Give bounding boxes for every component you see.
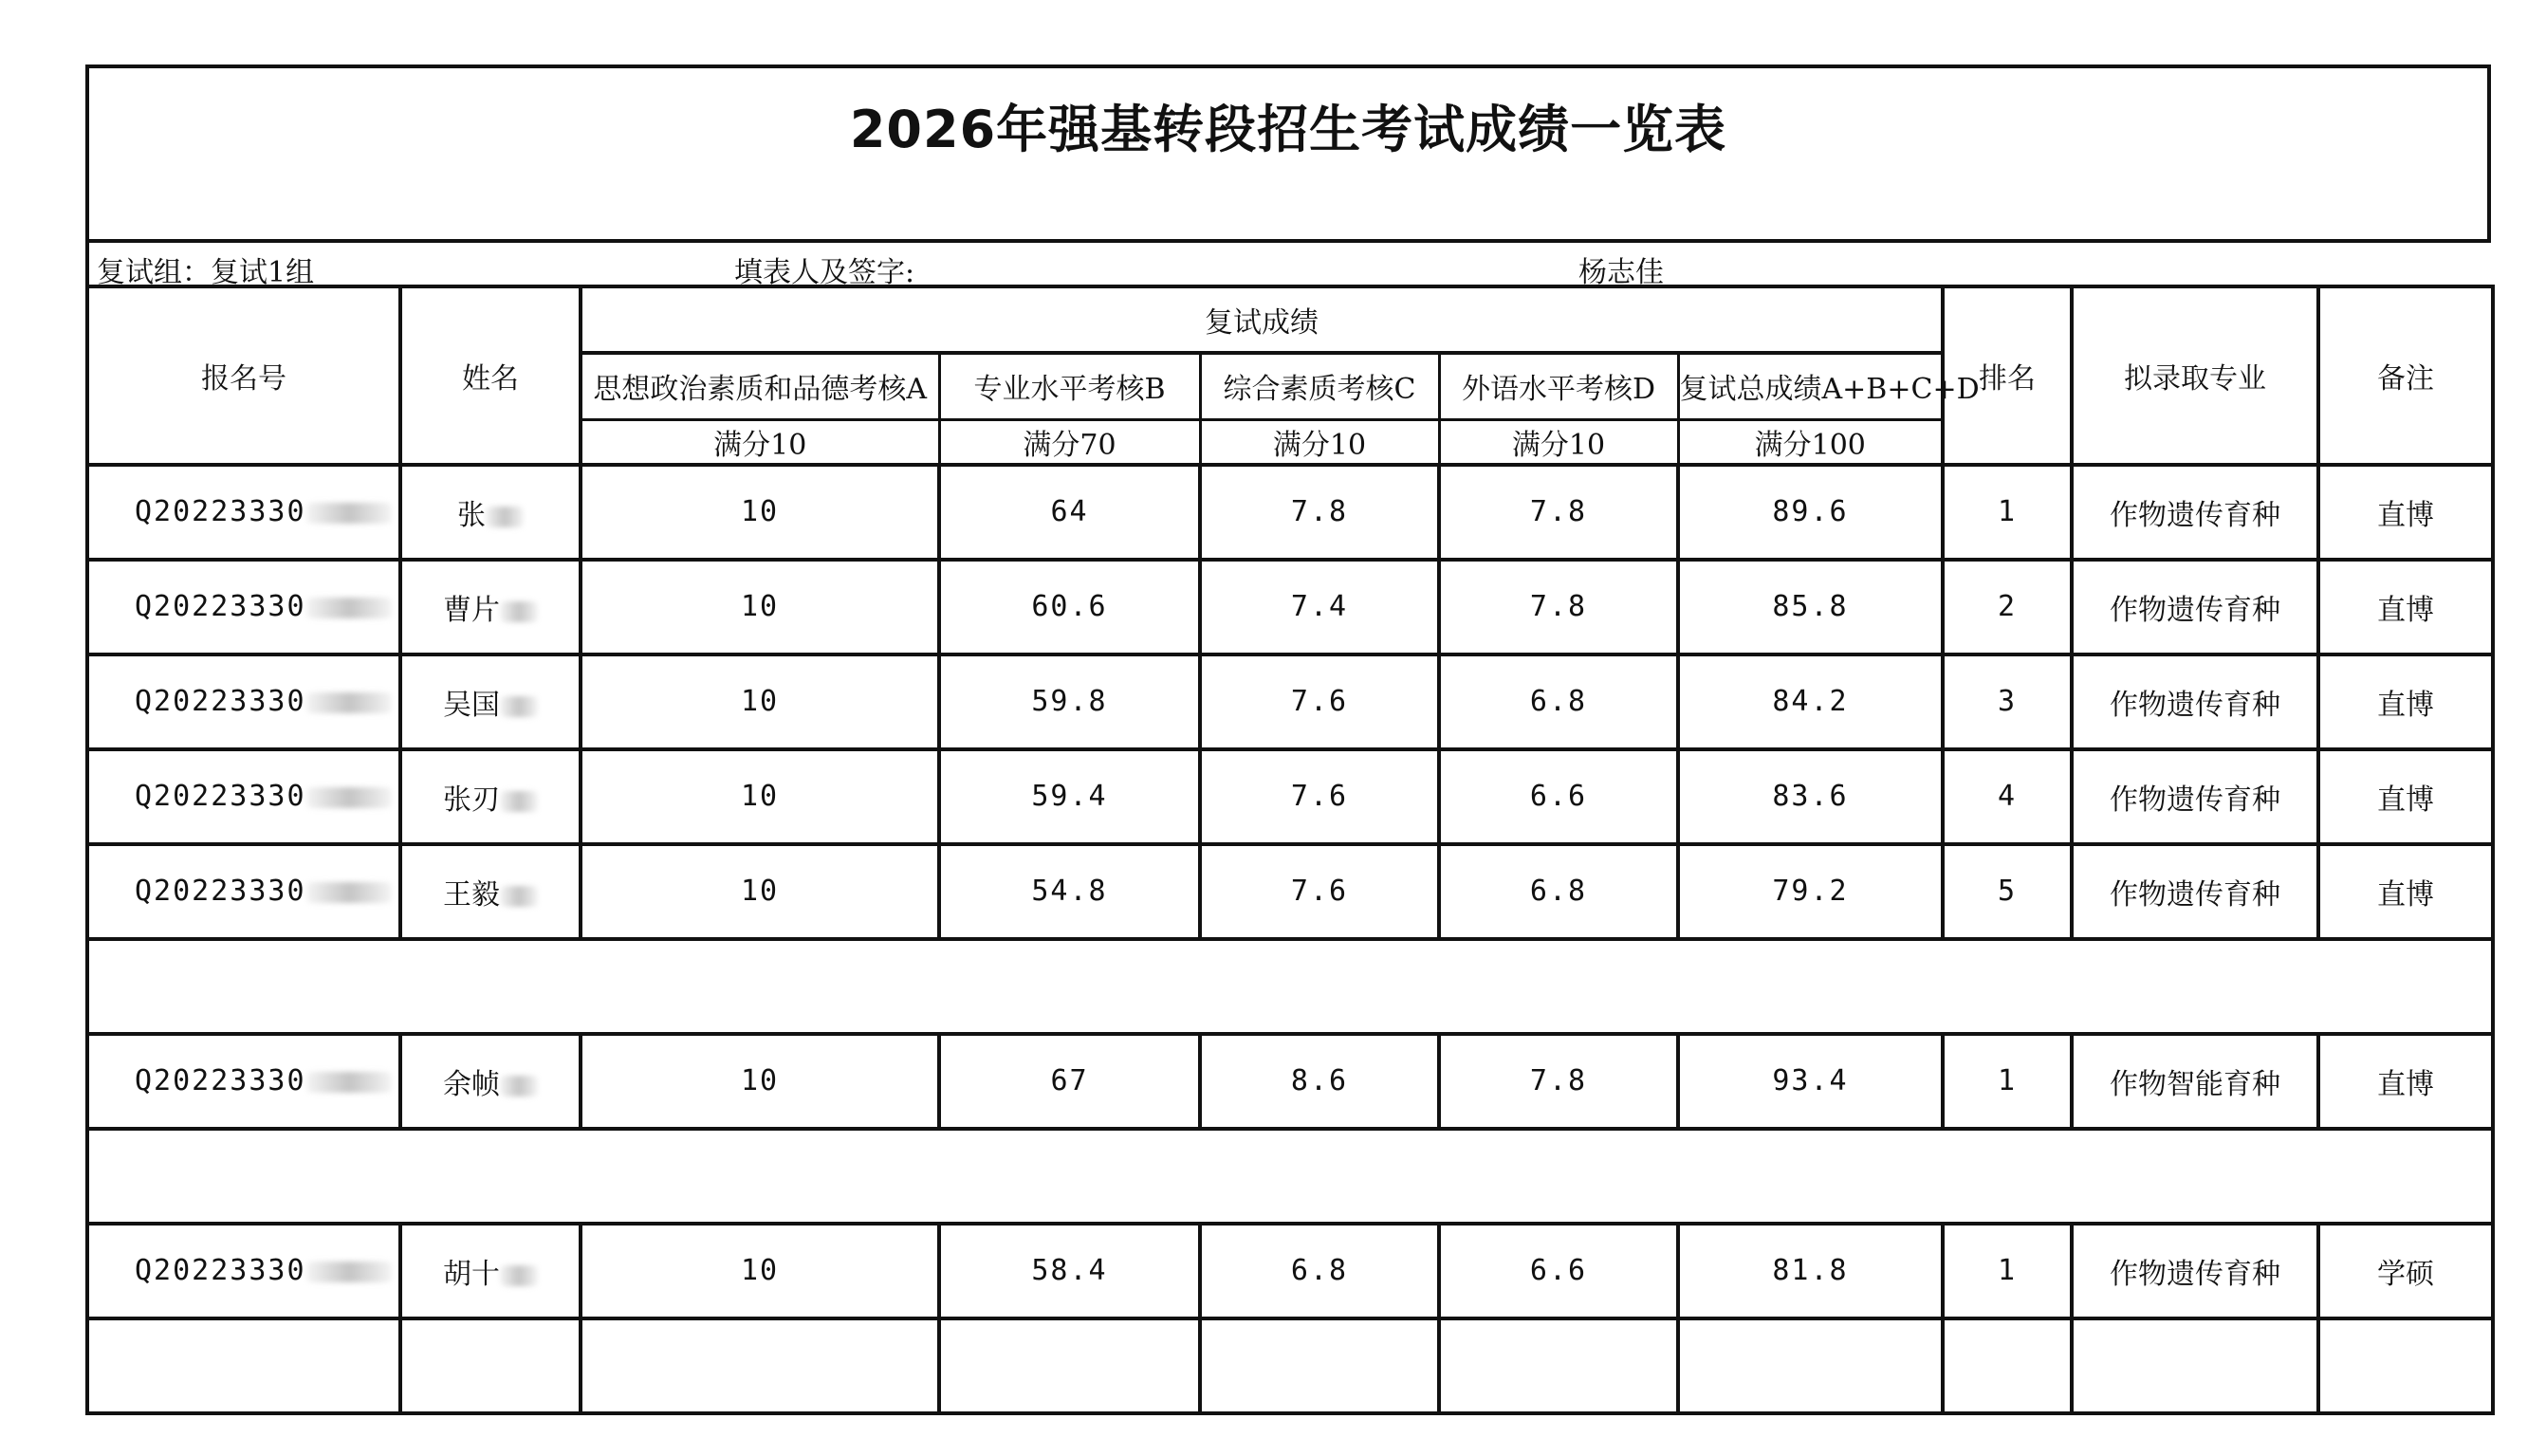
rank: 2 [1943, 560, 2072, 654]
reg-no: Q20223330 [135, 685, 306, 718]
major: 作物遗传育种 [2072, 560, 2318, 654]
empty-row [87, 1318, 2493, 1413]
reg-no: Q20223330 [135, 875, 306, 908]
full-score-c: 满分10 [1200, 419, 1439, 465]
separator-cell [87, 939, 2493, 1034]
student-name: 吴国 [443, 688, 500, 722]
score-total: 79.2 [1678, 844, 1943, 939]
name-cell [400, 465, 581, 560]
full-score-d: 满分10 [1439, 419, 1678, 465]
title-box [85, 65, 2491, 243]
separator-row [87, 939, 2493, 1034]
redaction-mark [306, 787, 392, 808]
reg-no-cell [87, 1034, 400, 1129]
table-header [87, 286, 2493, 465]
score-d: 7.8 [1439, 1034, 1678, 1129]
reg-no: Q20223330 [135, 780, 306, 813]
filler-label: 填表人及签字: [734, 256, 915, 289]
redaction-mark [500, 696, 538, 717]
score-c: 7.8 [1200, 465, 1439, 560]
table-row [87, 654, 2493, 749]
score-total: 89.6 [1678, 465, 1943, 560]
header-comprehensive: 综合素质考核C [1200, 353, 1439, 419]
rank: 1 [1943, 465, 2072, 560]
remark: 直博 [2318, 560, 2493, 654]
separator-row [87, 1129, 2493, 1224]
score-total: 84.2 [1678, 654, 1943, 749]
header-name: 姓名 [400, 286, 581, 465]
score-a: 10 [581, 465, 939, 560]
name-cell [400, 1224, 581, 1318]
header-professional: 专业水平考核B [939, 353, 1200, 419]
empty-cell [1200, 1318, 1439, 1413]
rank: 3 [1943, 654, 2072, 749]
student-name: 张刃 [443, 783, 500, 817]
major: 作物遗传育种 [2072, 749, 2318, 844]
score-table [85, 285, 2495, 1415]
score-b: 59.8 [939, 654, 1200, 749]
empty-cell [1439, 1318, 1678, 1413]
table-body [87, 465, 2493, 1413]
reg-no: Q20223330 [135, 1064, 306, 1097]
header-reg-no: 报名号 [87, 286, 400, 465]
score-total: 85.8 [1678, 560, 1943, 654]
score-sheet [85, 65, 2491, 1415]
name-cell [400, 1034, 581, 1129]
remark: 直博 [2318, 465, 2493, 560]
header-total: 复试总成绩A+B+C+D [1678, 353, 1943, 419]
score-a: 10 [581, 654, 939, 749]
score-b: 59.4 [939, 749, 1200, 844]
header-remark: 备注 [2318, 286, 2493, 465]
empty-cell [2318, 1318, 2493, 1413]
full-score-total: 满分100 [1678, 419, 1943, 465]
remark: 直博 [2318, 749, 2493, 844]
redaction-mark [306, 1072, 392, 1093]
major: 作物遗传育种 [2072, 1224, 2318, 1318]
rank: 5 [1943, 844, 2072, 939]
group-label: 复试组：复试1组 [97, 256, 315, 289]
table-row [87, 560, 2493, 654]
header-retest: 复试成绩 [581, 286, 1943, 353]
score-a: 10 [581, 1034, 939, 1129]
score-b: 58.4 [939, 1224, 1200, 1318]
student-name: 王毅 [443, 877, 500, 912]
score-b: 64 [939, 465, 1200, 560]
score-d: 6.6 [1439, 1224, 1678, 1318]
score-a: 10 [581, 749, 939, 844]
student-name: 张 [457, 498, 486, 532]
score-total: 83.6 [1678, 749, 1943, 844]
score-total: 81.8 [1678, 1224, 1943, 1318]
rank: 1 [1943, 1224, 2072, 1318]
score-a: 10 [581, 844, 939, 939]
signer-name: 杨志佳 [1578, 256, 1664, 289]
reg-no-cell [87, 465, 400, 560]
reg-no-cell [87, 844, 400, 939]
info-row [85, 243, 2491, 289]
student-name: 胡十 [443, 1257, 500, 1291]
remark: 直博 [2318, 1034, 2493, 1129]
score-c: 7.6 [1200, 844, 1439, 939]
redaction-mark [306, 882, 392, 903]
name-cell [400, 749, 581, 844]
reg-no: Q20223330 [135, 495, 306, 528]
score-c: 8.6 [1200, 1034, 1439, 1129]
name-cell [400, 844, 581, 939]
remark: 直博 [2318, 844, 2493, 939]
empty-cell [939, 1318, 1200, 1413]
score-b: 60.6 [939, 560, 1200, 654]
major: 作物遗传育种 [2072, 465, 2318, 560]
empty-cell [2072, 1318, 2318, 1413]
table-row [87, 1034, 2493, 1129]
reg-no: Q20223330 [135, 590, 306, 623]
redaction-mark [486, 507, 524, 527]
reg-no: Q20223330 [135, 1254, 306, 1287]
empty-cell [581, 1318, 939, 1413]
reg-no-cell [87, 654, 400, 749]
header-ideology: 思想政治素质和品德考核A [581, 353, 939, 419]
redaction-mark [306, 503, 392, 524]
separator-cell [87, 1129, 2493, 1224]
redaction-mark [306, 598, 392, 618]
major: 作物遗传育种 [2072, 654, 2318, 749]
score-d: 7.8 [1439, 465, 1678, 560]
score-total: 93.4 [1678, 1034, 1943, 1129]
empty-cell [400, 1318, 581, 1413]
redaction-mark [306, 692, 392, 713]
table-row [87, 749, 2493, 844]
redaction-mark [306, 1262, 392, 1282]
table-row [87, 465, 2493, 560]
student-name: 曹片 [443, 593, 500, 627]
full-score-a: 满分10 [581, 419, 939, 465]
score-b: 54.8 [939, 844, 1200, 939]
header-rank: 排名 [1943, 286, 2072, 465]
empty-cell [1678, 1318, 1943, 1413]
redaction-mark [500, 601, 538, 622]
table-row [87, 1224, 2493, 1318]
major: 作物智能育种 [2072, 1034, 2318, 1129]
remark: 直博 [2318, 654, 2493, 749]
redaction-mark [500, 1076, 538, 1097]
reg-no-cell [87, 1224, 400, 1318]
empty-cell [1943, 1318, 2072, 1413]
empty-cell [87, 1318, 400, 1413]
reg-no-cell [87, 560, 400, 654]
remark: 学硕 [2318, 1224, 2493, 1318]
page-title: 2026年强基转段招生考试成绩一览表 [849, 100, 1727, 159]
full-score-b: 满分70 [939, 419, 1200, 465]
score-a: 10 [581, 560, 939, 654]
reg-no-cell [87, 749, 400, 844]
student-name: 余帧 [443, 1067, 500, 1101]
score-c: 7.6 [1200, 654, 1439, 749]
redaction-mark [500, 791, 538, 812]
score-d: 6.8 [1439, 654, 1678, 749]
rank: 4 [1943, 749, 2072, 844]
name-cell [400, 560, 581, 654]
header-language: 外语水平考核D [1439, 353, 1678, 419]
header-major: 拟录取专业 [2072, 286, 2318, 465]
score-c: 7.4 [1200, 560, 1439, 654]
score-a: 10 [581, 1224, 939, 1318]
score-d: 7.8 [1439, 560, 1678, 654]
score-c: 7.6 [1200, 749, 1439, 844]
score-c: 6.8 [1200, 1224, 1439, 1318]
redaction-mark [500, 1265, 538, 1286]
major: 作物遗传育种 [2072, 844, 2318, 939]
score-b: 67 [939, 1034, 1200, 1129]
name-cell [400, 654, 581, 749]
redaction-mark [500, 886, 538, 907]
table-row [87, 844, 2493, 939]
score-d: 6.6 [1439, 749, 1678, 844]
rank: 1 [1943, 1034, 2072, 1129]
score-d: 6.8 [1439, 844, 1678, 939]
